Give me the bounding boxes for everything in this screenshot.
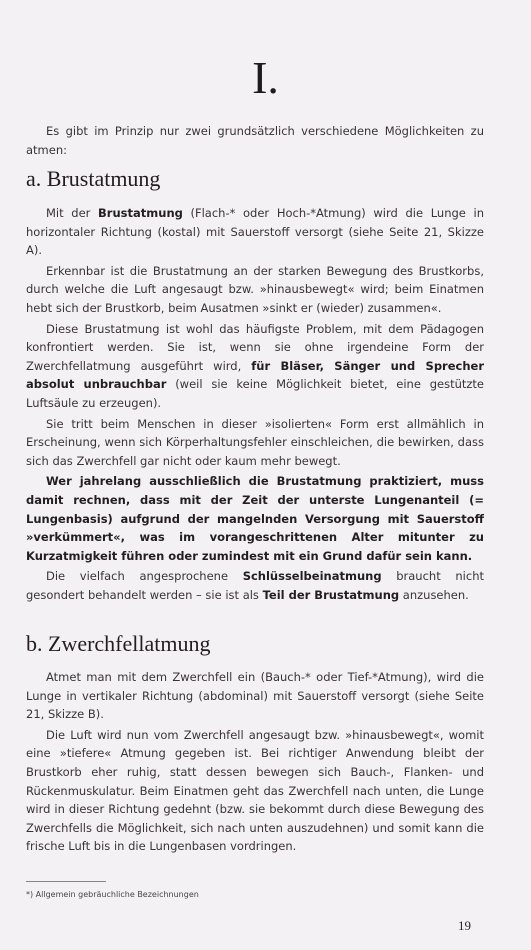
bold-term: Schlüsselbeinatmung (242, 569, 382, 584)
chapter-number: I. (252, 52, 279, 103)
text-run: anzusehen. (399, 587, 469, 602)
section-a-heading: a. Brustatmung (26, 166, 161, 191)
text-run: Mit der (46, 206, 99, 220)
paragraph (26, 204, 484, 260)
paragraph: Erkennbar ist die Brustatmung an der starken Bewegung des Brustkorbs, durch welche die Luft angesaugt bzw. »hinausbewegt« wird; beim Einatmen hebt sich der Brustkorb, beim Ausatmen »sinkt er (wieder) zusammen«. (26, 263, 484, 315)
text-run: (Flach-* oder Hoch-*Atmung) wird die Lunge in horizontaler Richtung (kostal) mit Sauerstoff versorgt (siehe Seite 21, Skizze A). (26, 206, 485, 258)
section-b-body (26, 668, 484, 856)
intro-paragraph: Es gibt im Prinzip nur zwei grundsätzlich verschiedene Möglichkeiten zu atmen: (26, 124, 484, 157)
bold-paragraph: Wer jahrelang ausschließlich die Brustatmung praktiziert, muss damit rechnen, dass mit der Zeit der unterste Lungenanteil (= Lungenbasis) aufgrund der mangelnden Versorgung mit Sauerstoff »verkümmert«, was im vorangeschrittenen Alter mitunter zu Kurzatmigkeit führen oder zumindest mit ein Grund dafür sein kann. (26, 474, 484, 563)
footnote: *) Allgemein gebräuchliche Bezeichnungen (26, 890, 199, 899)
bold-term: Teil der Brustatmung (262, 587, 400, 602)
paragraph (26, 567, 484, 604)
paragraph (26, 320, 484, 413)
text-run: (weil sie keine Möglichkeit bietet, eine gestützte Luftsäule zu erzeugen). (26, 377, 484, 410)
text-run: Diese Brustatmung ist wohl das häufigste Problem, mit dem Pädagogen konfrontiert werden. Sie ist, wenn sie ohne irgendeine Form der Zwerchfellatmung ausgeführt wird, (26, 321, 484, 373)
paragraph: Sie tritt beim Menschen in dieser »isolierten« Form erst allmählich in Erscheinung, wenn sich Körperhaltungsfehler einschleichen, die bewirken, dass sich das Zwerchfell gar nicht oder kaum mehr bewegt. (26, 416, 484, 468)
footnote-divider (26, 881, 106, 882)
text-run: braucht nicht gesondert behandelt werden – sie ist als (26, 569, 484, 602)
bold-term: Brustatmung (98, 206, 183, 220)
section-a-body (26, 204, 484, 604)
section-b-heading: b. Zwerchfellatmung (26, 631, 211, 656)
intro-text (26, 122, 484, 159)
text-run: Die vielfach angesprochene (46, 569, 243, 584)
paragraph: Atmet man mit dem Zwerchfell ein (Bauch-* oder Tief-*Atmung), wird die Lunge in vertikaler Richtung (abdominal) mit Sauerstoff versorgt (siehe Seite 21, Skizze B). (26, 670, 484, 722)
page-number: 19 (458, 918, 471, 933)
bold-term: für Bläser, Sänger und Sprecher absolut unbrauchbar (26, 358, 484, 392)
paragraph: Die Luft wird nun vom Zwerchfell angesaugt bzw. »hinausbewegt«, womit eine »tiefere« Atmung gegeben ist. Bei richtiger Anwendung bleibt der Brustkorb eher ruhig, statt dessen bewegen sich Bauch-, Flanken- und Rückenmuskulatur. Beim Einatmen geht das Zwerchfell nach unten, die Lunge wird in dieser Richtung gedehnt (bzw. sie bekommt durch diese Bewegung des Zwerchfells die Möglichkeit, sich nach unten auszudehnen) und somit kann die frische Luft bis in die Lungenbasen vordringen. (26, 727, 484, 854)
